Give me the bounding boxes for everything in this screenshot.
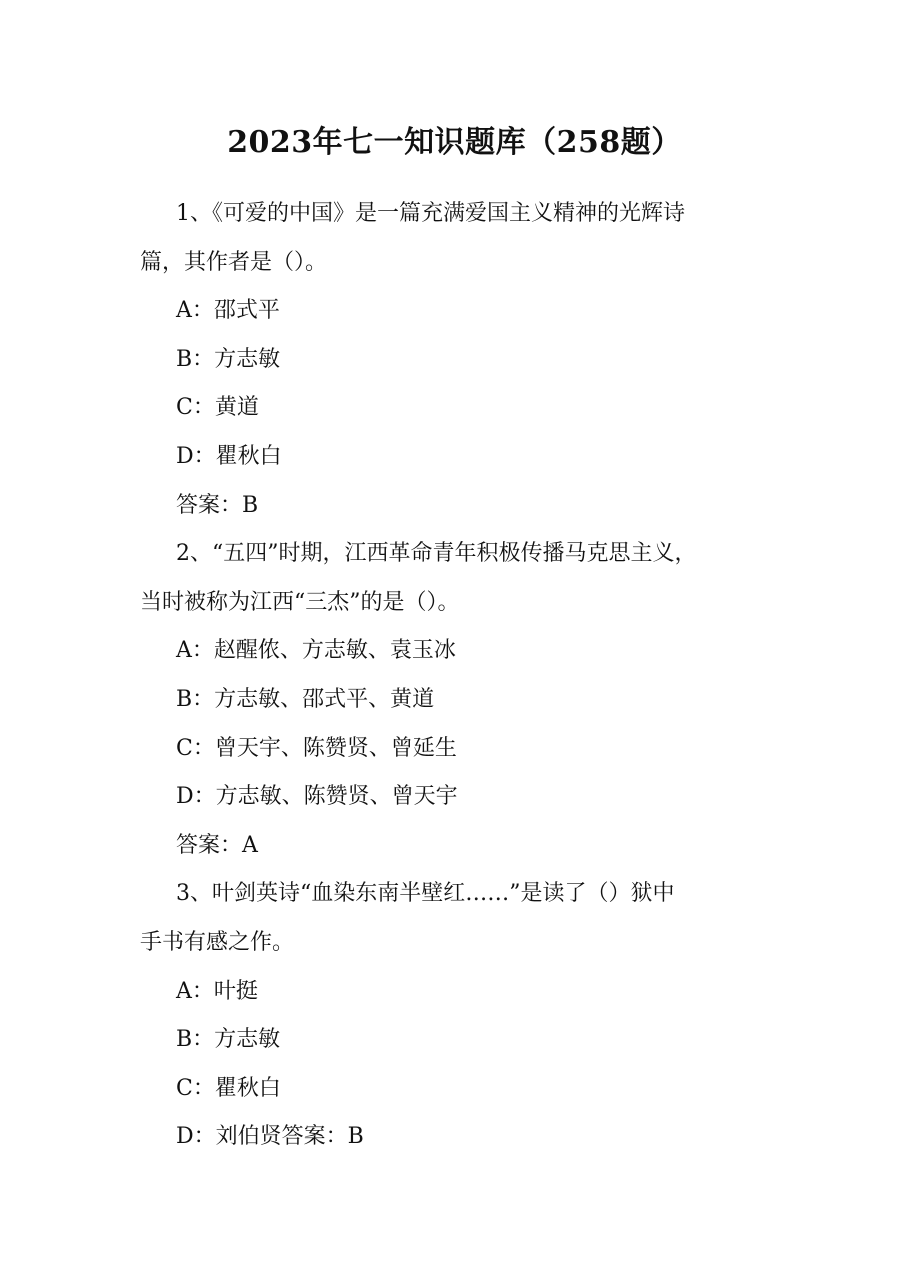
question-2-option-a: A：赵醒侬、方志敏、袁玉冰: [176, 638, 456, 664]
question-1-text-line-2: 篇，其作者是（）。: [140, 249, 328, 275]
question-1-option-a: A：邵式平: [176, 298, 280, 324]
question-1-text-line-1: 1、《可爱的中国》是一篇充满爱国主义精神的光辉诗: [176, 201, 685, 226]
question-list: [140, 190, 766, 1162]
question-3-text-line-1: 3、叶剑英诗“血染东南半壁红……”是读了（）狱中: [176, 881, 675, 907]
question-3-option-d-with-answer: D：刘伯贤答案：B: [176, 1124, 364, 1150]
question-1-option-b: B：方志敏: [176, 346, 281, 372]
question-2: [140, 530, 766, 870]
question-3: [140, 870, 766, 1162]
question-1-option-c: C：黄道: [176, 395, 259, 421]
question-2-option-b: B：方志敏、邵式平、黄道: [176, 686, 435, 712]
question-1-option-d: D：瞿秋白: [176, 443, 282, 469]
question-2-option-c: C：曾天宇、陈赞贤、曾延生: [176, 735, 457, 761]
question-3-option-c: C：瞿秋白: [176, 1075, 281, 1101]
question-2-text-line-2: 当时被称为江西“三杰”的是（）。: [140, 589, 460, 615]
question-2-text-line-1: 2、“五四”时期，江西革命青年积极传播马克思主义，: [176, 541, 697, 567]
question-2-answer: 答案：A: [176, 832, 258, 858]
question-1: [140, 190, 766, 530]
document-title: 2023年七一知识题库（258题）: [227, 125, 682, 160]
question-3-text-line-2: 手书有感之作。: [140, 929, 295, 955]
question-3-option-a: A：叶挺: [176, 978, 258, 1004]
question-3-option-b: B：方志敏: [176, 1027, 281, 1053]
question-2-option-d: D：方志敏、陈赞贤、曾天宇: [176, 784, 458, 810]
question-1-answer: 答案：B: [176, 492, 259, 518]
